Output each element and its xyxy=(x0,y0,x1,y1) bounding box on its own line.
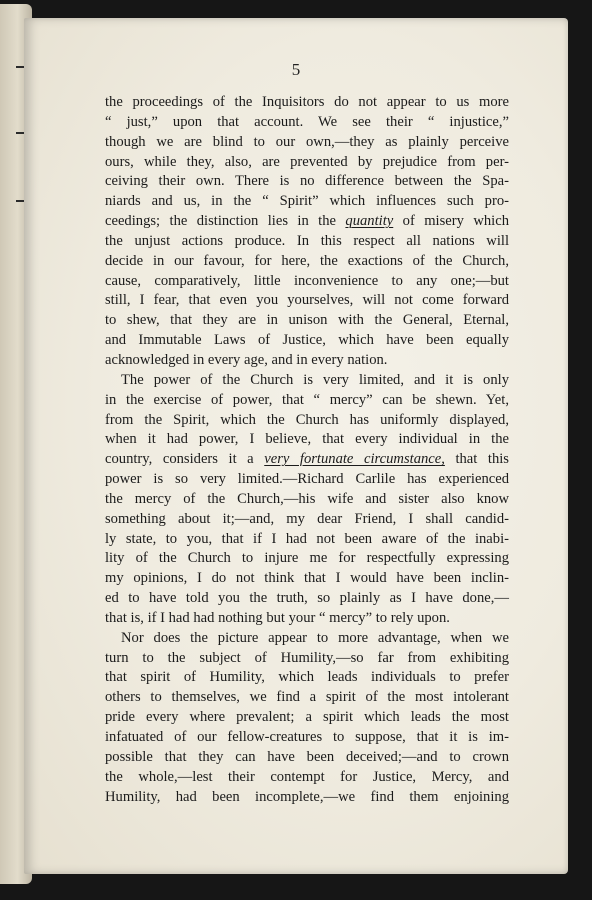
text-line: that spirit of Humility, which leads individuals to prefer xyxy=(105,669,509,686)
text-segment: ceedings; the distinction lies in the xyxy=(105,213,346,230)
text-line: niards and us, in the “ Spirit” which influences such pro- xyxy=(105,193,509,210)
text-line: Humility, had been incomplete,—we find them enjoining xyxy=(105,788,509,805)
text-line xyxy=(105,450,509,470)
text-line: ed to have told you the truth, so plainly as I have done,— xyxy=(105,590,509,607)
text-line: that is, if I had had nothing but your “ mercy” to rely upon. xyxy=(105,609,450,626)
book-page xyxy=(24,18,568,874)
text-line xyxy=(105,212,509,232)
text-segment: of misery which xyxy=(393,213,509,230)
text-line: The power of the Church is very limited, and it is only xyxy=(121,371,509,388)
text-line: power is so very limited.—Richard Carlile has experienced xyxy=(105,471,509,488)
text-line: and Immutable Laws of Justice, which have been equally xyxy=(105,332,509,349)
text-segment: that this xyxy=(444,451,509,468)
text-line: the unjust actions produce. In this respect all nations will xyxy=(105,232,509,249)
text-segment: country, considers it a xyxy=(105,451,265,468)
text-line: from the Spirit, which the Church has uniformly displayed, xyxy=(105,411,509,428)
text-line: possible that they can have been deceived;—and to crown xyxy=(105,748,509,765)
text-line: ceiving their own. There is no difference between the Spa- xyxy=(105,173,509,190)
text-line: ours, while they, also, are prevented by prejudice from per- xyxy=(105,153,509,170)
text-line: my opinions, I do not think that I would have been inclin- xyxy=(105,570,509,587)
text-line: turn to the subject of Humility,—so far from exhibiting xyxy=(105,649,509,666)
text-line: when it had power, I believe, that every individual in the xyxy=(105,431,509,448)
text-line: though we are blind to our own,—they as plainly perceive xyxy=(105,133,509,150)
text-line: in the exercise of power, that “ mercy” can be shewn. Yet, xyxy=(105,391,509,408)
text-line: acknowledged in every age, and in every nation. xyxy=(105,351,388,368)
text-line: still, I fear, that even you yourselves, will not come forward xyxy=(105,292,509,309)
emphasis-text: very fortunate circumstance, xyxy=(264,451,445,468)
body-text xyxy=(105,93,509,807)
text-line: lity of the Church to injure me for respectfully expressing xyxy=(105,550,509,567)
text-line: Nor does the picture appear to more advantage, when we xyxy=(121,629,509,646)
text-line: the proceedings of the Inquisitors do not appear to us more xyxy=(105,94,509,110)
emphasis-text: quantity xyxy=(345,213,394,230)
text-line: cause, comparatively, little inconvenience to any one;—but xyxy=(105,272,509,289)
text-line: infatuated of our fellow-creatures to suppose, that it is im- xyxy=(105,729,509,745)
text-line: others to themselves, we find a spirit of the most intolerant xyxy=(105,689,509,706)
page-number: 5 xyxy=(291,60,301,79)
text-line: “ just,” upon that account. We see their “ injustice,” xyxy=(105,113,509,130)
text-line: decide in our favour, for here, the exactions of the Church, xyxy=(105,252,509,269)
text-line: ly state, to you, that if I had not been aware of the inabi- xyxy=(105,530,509,547)
text-line: the mercy of the Church,—his wife and sister also know xyxy=(105,490,509,507)
text-line: pride every where prevalent; a spirit which leads the most xyxy=(105,709,509,726)
text-line: the whole,—lest their contempt for Justice, Mercy, and xyxy=(105,768,509,785)
text-line: to shew, that they are in unison with the General, Eternal, xyxy=(105,312,509,329)
text-line: something about it;—and, my dear Friend, I shall candid- xyxy=(105,510,509,527)
